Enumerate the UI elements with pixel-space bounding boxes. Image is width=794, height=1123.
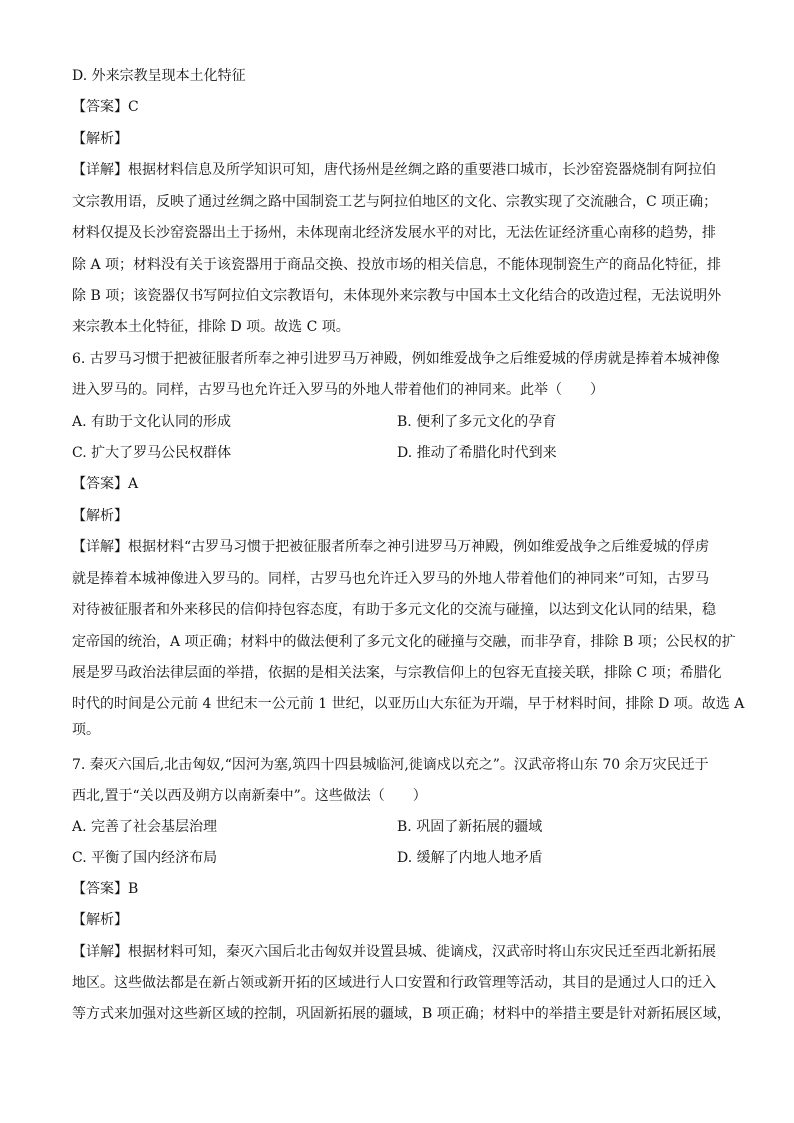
q6-detail-line: 展是罗马政治法律层面的举措，依据的是相关法案，与宗教信仰上的包容无直接关联，排除 C 项；希腊化 <box>72 665 722 681</box>
q5-detail-line: 除 A 项；材料没有关于该瓷器用于商品交换、投放市场的相关信息，不能体现制瓷生产的商品化特征，排 <box>72 257 722 273</box>
q7-stem-line: 西北,置于“关以西及朔方以南新秦中”。这些做法（ ） <box>72 788 427 804</box>
q6-detail-line: 项。 <box>72 722 100 738</box>
q5-answer: 【答案】C <box>72 99 139 115</box>
q6-detail-line: 【详解】根据材料“古罗马习惯于把被征服者所奉之神引进罗马万神殿，例如维爱战争之后维爱城的俘虏 <box>72 539 710 555</box>
q6-option-c: C. 扩大了罗马公民权群体 <box>72 445 232 461</box>
q7-option-d: D. 缓解了内地人地矛盾 <box>397 850 543 866</box>
q6-detail-line: 定帝国的统治，A 项正确；材料中的做法便利了多元文化的碰撞与交融，而非孕育，排除 B 项；公民权的扩 <box>72 634 736 650</box>
q5-detail-line: 除 B 项；该瓷器仅书写阿拉伯文宗教语句，未体现外来宗教与中国本土文化结合的改造过程，无法说明外 <box>72 288 722 304</box>
q7-option-a: A. 完善了社会基层治理 <box>72 819 218 835</box>
q7-analysis-heading: 【解析】 <box>72 912 128 928</box>
q6-stem-line: 6. 古罗马习惯于把被征服者所奉之神引进罗马万神殿，例如维爱战争之后维爱城的俘虏就是捧着本城神像 <box>72 351 720 367</box>
q5-detail-line: 文宗教用语，反映了通过丝绸之路中国制瓷工艺与阿拉伯地区的文化、宗教实现了交流融合，C 项正确； <box>72 194 718 210</box>
q6-detail-line: 就是捧着本城神像进入罗马的。同样，古罗马也允许迁入罗马的外地人带着他们的神同来”可知，古罗马 <box>72 571 710 587</box>
q7-option-c: C. 平衡了国内经济布局 <box>72 850 218 866</box>
q6-option-a: A. 有助于文化认同的形成 <box>72 414 232 430</box>
q6-stem-line: 进入罗马的。同样，古罗马也允许迁入罗马的外地人带着他们的神同来。此举（ ） <box>72 382 604 398</box>
q7-answer: 【答案】B <box>72 881 139 897</box>
q6-option-d: D. 推动了希腊化时代到来 <box>397 445 557 461</box>
q5-detail-line: 【详解】根据材料信息及所学知识可知，唐代扬州是丝绸之路的重要港口城市，长沙窑瓷器烧制有阿拉伯 <box>72 162 716 178</box>
q6-analysis-heading: 【解析】 <box>72 508 128 524</box>
q6-detail-line: 时代的时间是公元前 4 世纪末一公元前 1 世纪，以亚历山大东征为开端，早于材料时间，排除 D 项。故选 A <box>72 696 745 712</box>
q7-detail-line: 【详解】根据材料可知，秦灭六国后北击匈奴并设置县城、徙谪戍，汉武帝时将山东灾民迁至西北新拓展 <box>72 944 716 960</box>
q5-option-d: D. 外来宗教呈现本土化特征 <box>72 68 246 84</box>
q5-analysis-heading: 【解析】 <box>72 131 128 147</box>
q6-detail-line: 对待被征服者和外来移民的信仰持包容态度，有助于多元文化的交流与碰撞，以达到文化认同的结果，稳 <box>72 602 716 618</box>
q5-detail-line: 来宗教本土化特征，排除 D 项。故选 C 项。 <box>72 319 350 335</box>
q7-detail-line: 地区。这些做法都是在新占领或新开拓的区域进行人口安置和行政管理等活动，其目的是通过人口的迁入 <box>72 975 716 991</box>
q6-answer: 【答案】A <box>72 476 139 492</box>
q5-detail-line: 材料仅提及长沙窑瓷器出土于扬州，未体现南北经济发展水平的对比，无法佐证经济重心南移的趋势，排 <box>72 225 716 241</box>
q7-stem-line: 7. 秦灭六国后,北击匈奴,“因河为塞,筑四十四县城临河,徙谪戍以充之”。汉武帝将山东 70 余万灾民迁于 <box>72 757 709 773</box>
q7-option-b: B. 巩固了新拓展的疆域 <box>397 819 543 835</box>
q7-detail-line: 等方式来加强对这些新区域的控制，巩固新拓展的疆域，B 项正确；材料中的举措主要是针对新拓展区域， <box>72 1006 731 1022</box>
q6-option-b: B. 便利了多元文化的孕育 <box>397 414 557 430</box>
